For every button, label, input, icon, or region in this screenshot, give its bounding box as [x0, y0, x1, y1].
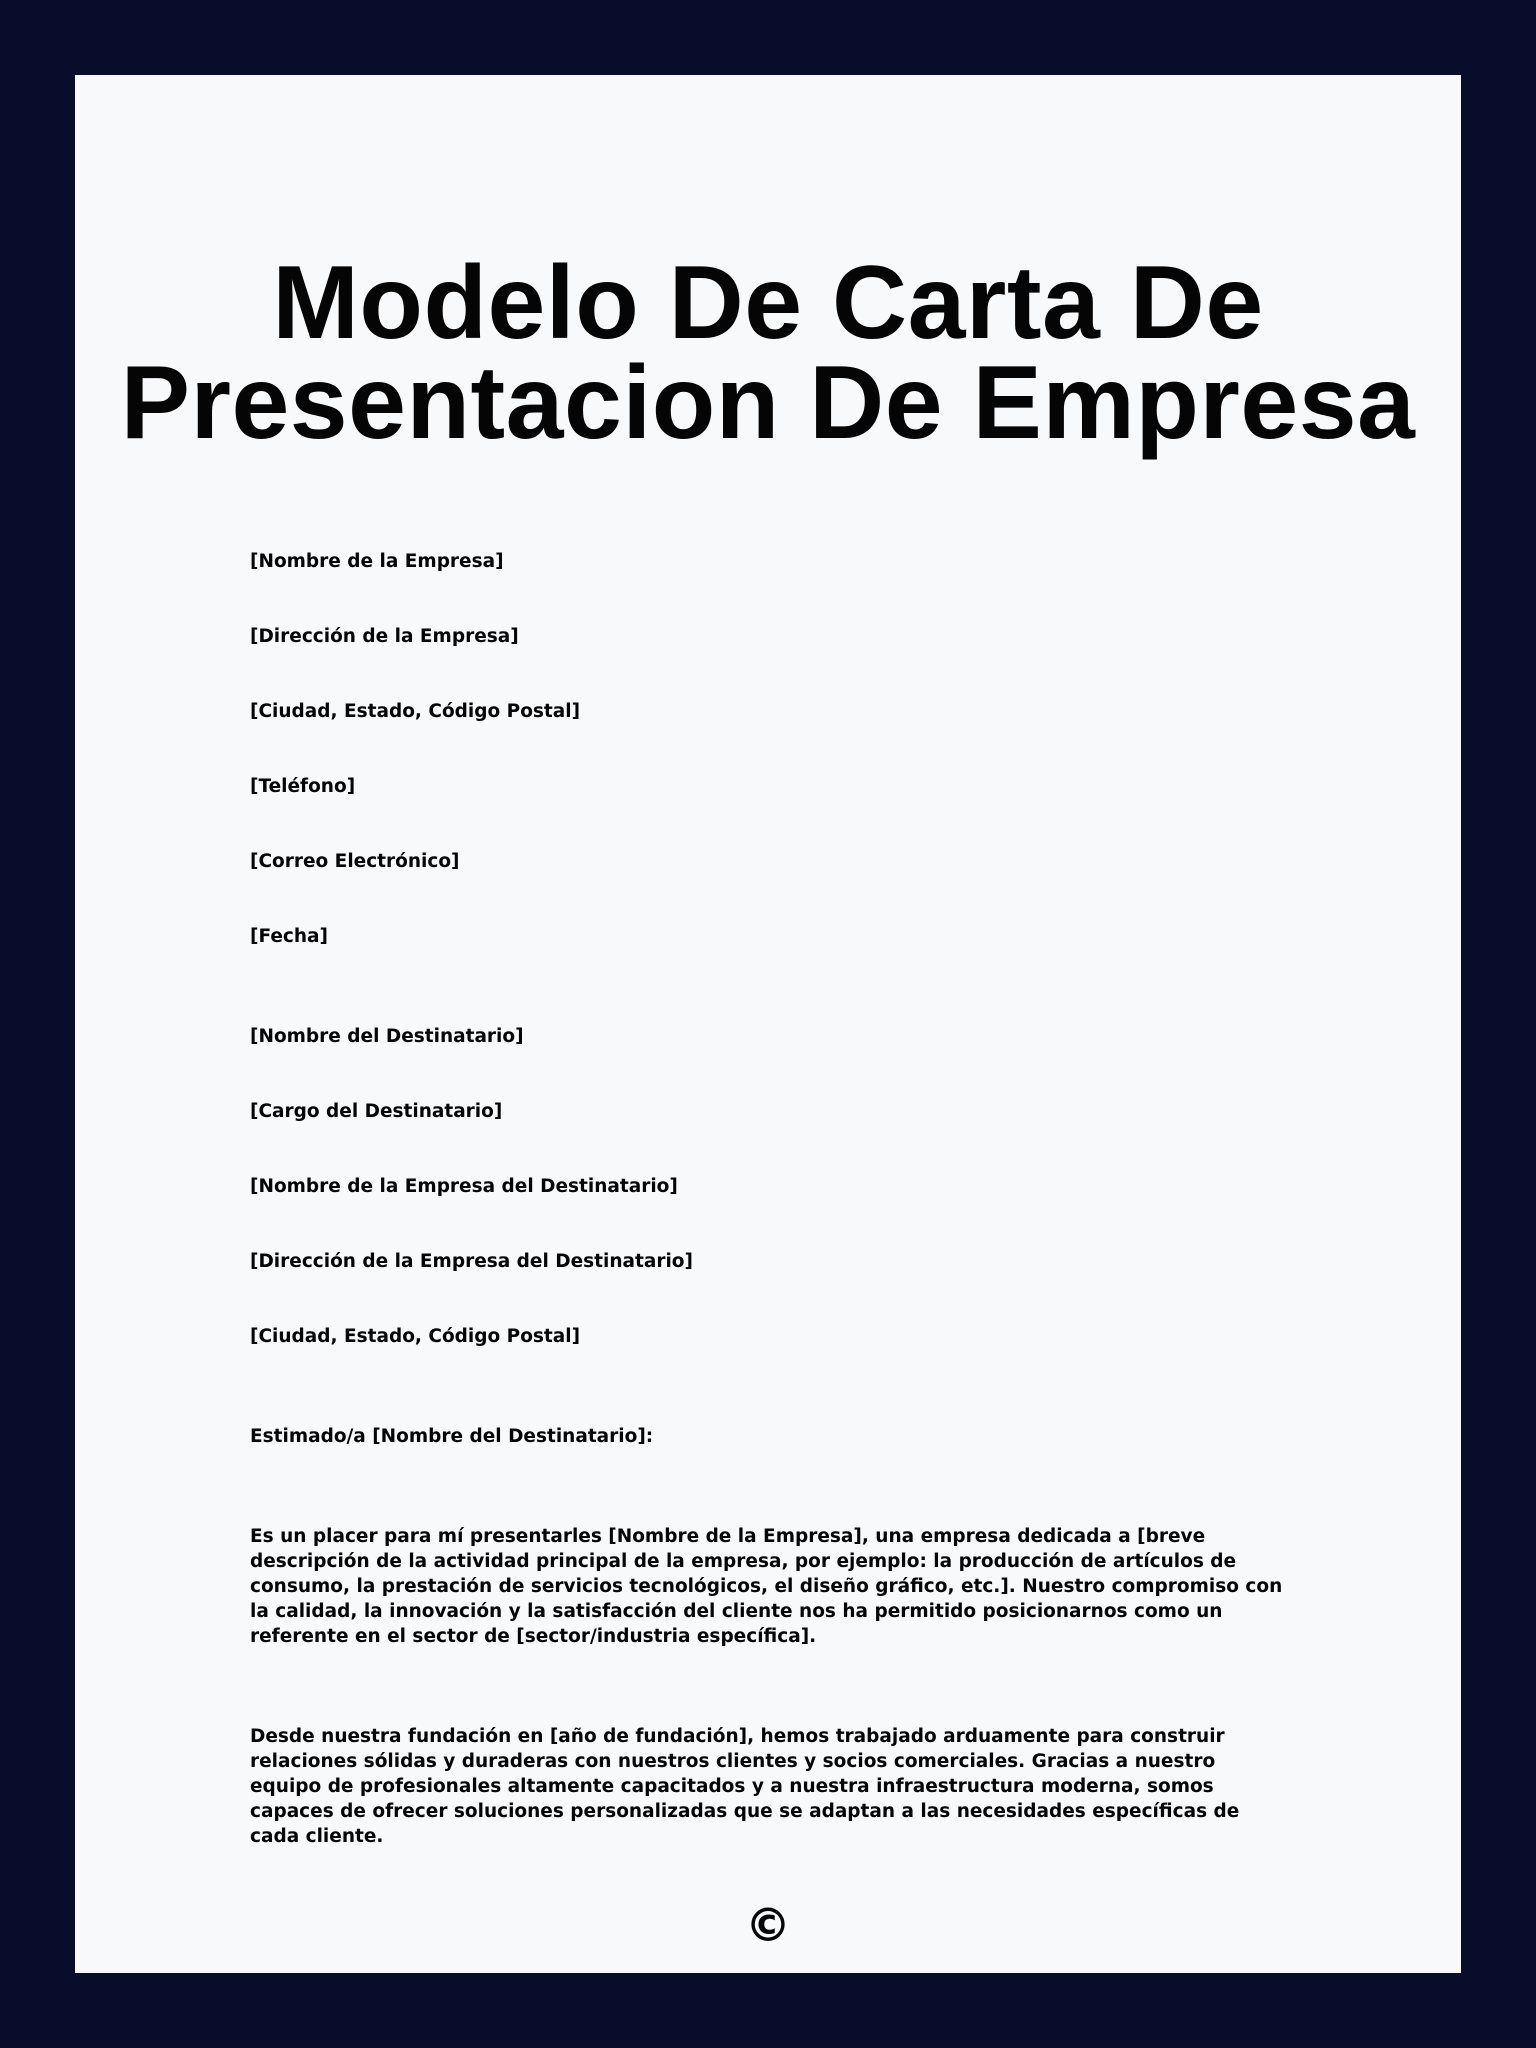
- body-paragraph-1: Es un placer para mí presentarles [Nombre de la Empresa], una empresa dedicada a [breve descripción de la actividad principal de la empresa, por ejemplo: la producción de artículos de consumo, la prestación de servicios tecnológicos, el diseño gráfico, etc.]. Nuestro compromiso con la calidad, la innovación y la satisfacción del cliente nos ha permitido posicionarnos como un referente en el sector de [sector/industria específica].: [250, 1526, 1283, 1647]
- sender-company-address: [Dirección de la Empresa]: [250, 626, 519, 647]
- sender-email: [Correo Electrónico]: [250, 851, 460, 872]
- recipient-company-address: [Dirección de la Empresa del Destinatario]: [250, 1251, 693, 1272]
- title-line-2: Presentacion De Empresa: [120, 345, 1416, 461]
- recipient-company-name: [Nombre de la Empresa del Destinatario]: [250, 1176, 678, 1197]
- sender-city-state-zip: [Ciudad, Estado, Código Postal]: [250, 701, 581, 722]
- recipient-city-state-zip: [Ciudad, Estado, Código Postal]: [250, 1326, 581, 1347]
- document-title: [75, 245, 1461, 461]
- document-page: [75, 75, 1461, 1973]
- body-paragraph-2: Desde nuestra fundación en [año de fundación], hemos trabajado arduamente para construir relaciones sólidas y duraderas con nuestros clientes y socios comerciales. Gracias a nuestro equipo de profesionales altamente capacitados y a nuestra infraestructura moderna, somos capaces de ofrecer soluciones personalizadas que se adaptan a las necesidades específicas de cada cliente.: [250, 1726, 1240, 1847]
- letter-date: [Fecha]: [250, 926, 328, 947]
- recipient-position: [Cargo del Destinatario]: [250, 1101, 503, 1122]
- recipient-name: [Nombre del Destinatario]: [250, 1026, 524, 1047]
- title-line-1: Modelo De Carta De: [272, 245, 1264, 361]
- sender-phone: [Teléfono]: [250, 776, 356, 797]
- salutation: Estimado/a [Nombre del Destinatario]:: [250, 1426, 654, 1447]
- sender-company-name: [Nombre de la Empresa]: [250, 551, 504, 572]
- copyright-icon: ©: [745, 1898, 791, 1952]
